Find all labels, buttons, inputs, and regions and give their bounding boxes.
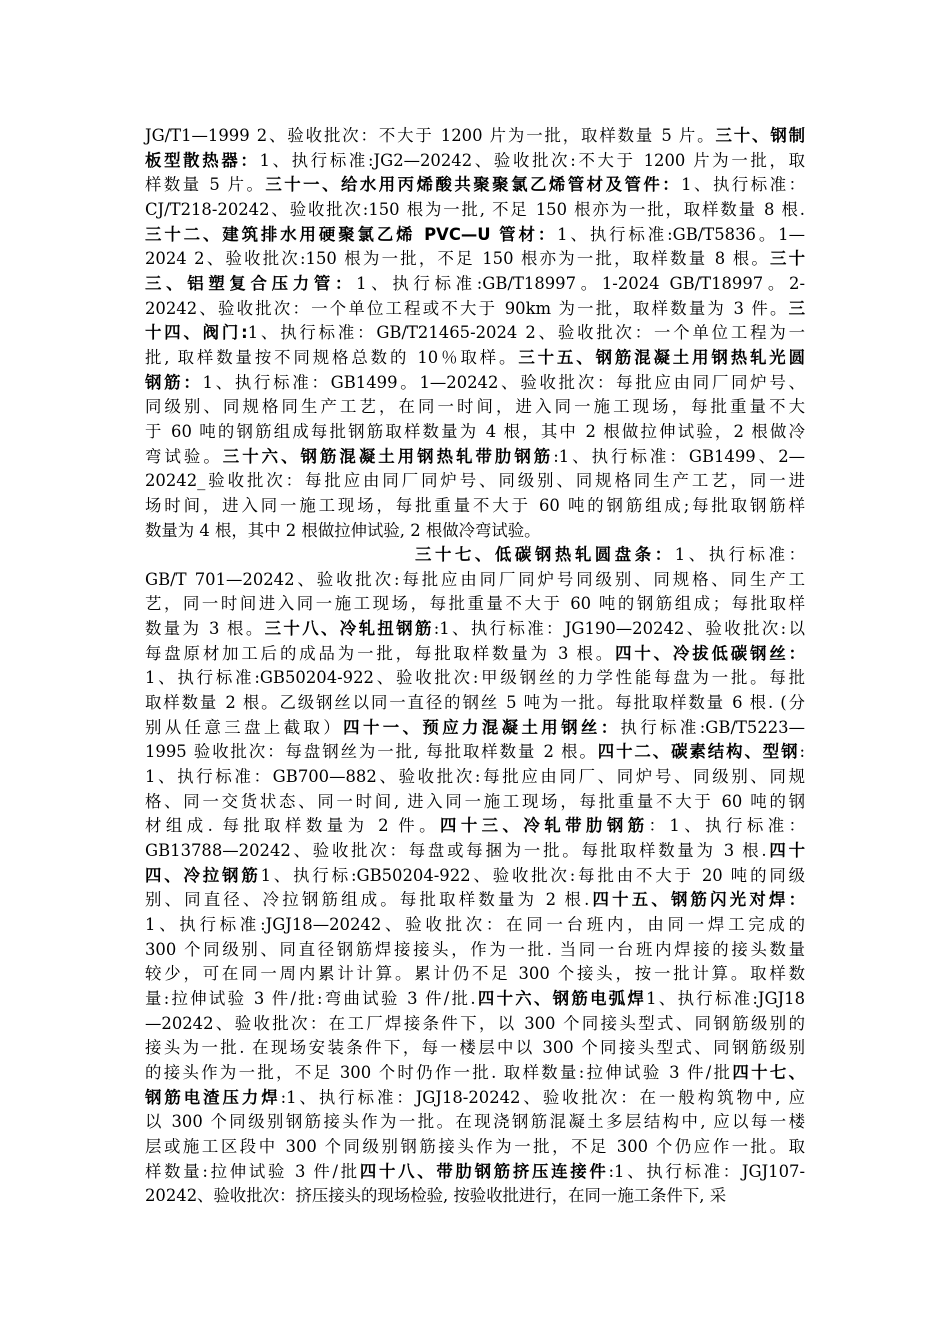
body-text: 别从任意三盘上截取）: [145, 717, 344, 737]
body-text: 1、执行标准:JGJ18—20242、验收批次：在同一台班内，由同一焊工完成的: [145, 915, 805, 934]
body-text: 样数量:拉伸试验 3 件/批: [145, 1161, 360, 1181]
body-text: 于 60 吨的钢筋组成每批钢筋取样数量为 4 根，其中 2 根做拉伸试验，2 根做冷: [145, 421, 805, 441]
text-line: [145, 1061, 805, 1086]
text-line: [145, 223, 805, 248]
section-heading: 四、冷拉钢筋: [145, 865, 261, 885]
body-text: 1、执行标准：GB/T21465-2024 2、验收批次：一个单位工程为一: [247, 323, 805, 343]
text-line: [145, 1184, 805, 1209]
text-line: [145, 1086, 805, 1111]
section-heading: 四十、冷拔低碳钢丝：: [615, 643, 805, 663]
section-heading: 钢筋电渣压力焊: [145, 1087, 281, 1107]
body-text: —20242、验收批次：在工厂焊接条件下，以 300 个同接头型式、同钢筋级别的: [145, 1013, 805, 1033]
text-line: [145, 1036, 805, 1061]
body-text: 1、执行标准：: [681, 175, 805, 195]
text-line: [145, 445, 805, 470]
section-heading: 三十七、低碳钢热轧圆盘条：: [415, 545, 675, 565]
body-text: 场时间，进入同一施工现场，每批重量不大于 60 吨的钢筋组成;每批取钢筋样: [145, 495, 805, 515]
body-text: 1、执行标准:GB/T5836。1—: [557, 224, 805, 244]
body-text: 格、同一交货状态、同一时间, 进入同一施工现场，每批重量不大于 60 吨的钢: [145, 791, 805, 811]
text-line: [145, 198, 805, 223]
text-line: [145, 1160, 805, 1185]
body-text: :1、执行标准：JGJ107-: [608, 1161, 805, 1181]
body-text: :: [799, 742, 805, 762]
section-heading: 三十二、建筑排水用硬聚氯乙烯 PVC—U 管材：: [145, 224, 558, 244]
section-heading: 四十二、碳素结构、型钢: [597, 742, 800, 762]
text-line: [145, 494, 805, 519]
section-heading: 板型散热器：: [145, 150, 260, 170]
text-line: [145, 666, 805, 691]
body-text: 量:拉伸试验 3 件/批:弯曲试验 3 件/批.: [145, 988, 476, 1008]
section-heading: 三十六、钢筋混凝土用钢热轧带肋钢筋: [222, 446, 554, 466]
body-text: 1、执行标准:GB/T18997。1-2024 GB/T18997。2-: [356, 273, 806, 293]
body-text: 1、执行标准：GB700—882、验收批次:每批应由同厂、同炉号、同级别、同规: [145, 767, 805, 787]
text-line: [145, 839, 805, 864]
text-line: [145, 790, 805, 815]
body-text: GB13788—20242、验收批次：每盘或每捆为一批。每批取样数量为 3 根.: [145, 841, 767, 861]
text-line: [145, 297, 805, 322]
text-line: [145, 543, 805, 568]
body-text: 1、执行标准:JGJ18: [646, 988, 806, 1008]
body-text: 弯试验。: [145, 446, 223, 466]
text-line: [145, 420, 805, 445]
text-line: [145, 987, 805, 1012]
section-heading: 四十三、冷轧带肋钢筋: [439, 816, 649, 836]
section-heading: 三、铝塑复合压力管：: [145, 273, 357, 293]
text-line: [145, 519, 805, 544]
text-line: [145, 1135, 805, 1160]
text-line: [145, 740, 805, 765]
text-line: [145, 247, 805, 272]
text-line: [145, 913, 805, 938]
section-heading: 三十五、钢筋混凝土用钢热轧光圆: [518, 347, 805, 367]
body-text: 1、执行标准:JG2—20242、验收批次:不大于 1200 片为一批，取: [259, 150, 805, 170]
body-text: 1、执行标:GB50204-922、验收批次:每批由不大于 20 吨的同级: [260, 865, 805, 885]
text-line: [145, 149, 805, 174]
body-text: 别、同直径、冷拉钢筋组成。每批取样数量为 2 根.: [145, 890, 590, 910]
text-line: [145, 765, 805, 790]
text-line: [145, 469, 805, 494]
text-line: [145, 1012, 805, 1037]
text-line: [145, 716, 805, 741]
section-heading: 四十五、钢筋闪光对焊：: [589, 890, 805, 910]
section-heading: 三十一、给水用丙烯酸共聚聚氯乙烯管材及管件：: [265, 175, 682, 195]
section-heading: 四十一、预应力混凝土用钢丝：: [343, 717, 621, 737]
section-heading: 三十、钢制: [715, 126, 805, 145]
body-text: :1、执行标准：GB1499、2—: [553, 446, 806, 466]
text-line: [145, 568, 805, 593]
section-heading: 四十八、带肋钢筋挤压连接件: [359, 1161, 609, 1181]
text-line: [145, 272, 805, 297]
text-line: [145, 962, 805, 987]
body-text: 接头为一批. 在现场安装条件下，每一楼层中以 300 个同接头型式、同钢筋级别: [145, 1038, 805, 1058]
body-text: 取样数量 2 根。乙级钢丝以同一直径的钢丝 5 吨为一批。每批取样数量 6 根. (分: [145, 693, 805, 713]
text-line: [145, 864, 805, 889]
body-text: 执行标准:GB/T5223—: [620, 717, 806, 737]
body-text: 以 300 个同级别钢筋接头作为一批。在现浇钢筋混凝土多层结构中, 应以每一楼: [145, 1112, 805, 1132]
section-heading: 十四、阀门:: [145, 323, 248, 343]
text-line: [145, 371, 805, 396]
body-text: 数量为 4 根，其中 2 根做拉伸试验, 2 根做冷弯试验。: [145, 520, 541, 540]
text-line: [145, 938, 805, 963]
body-text: 的接头作为一批，不足 300 个时仍作一批. 取样数量:拉伸试验 3 件/批: [145, 1062, 733, 1082]
section-heading: 三十: [769, 249, 806, 269]
body-text: 每盘原材加工后的成品为一批，每批取样数量为 3 根。: [145, 643, 616, 663]
body-text: 300 个同级别、同直径钢筋焊接接头，作为一批. 当同一台班内焊接的接头数量: [145, 939, 805, 959]
body-text: 样数量 5 片。: [145, 175, 266, 195]
text-line: [145, 814, 805, 839]
section-heading: 钢筋：: [145, 372, 203, 392]
body-text: CJ/T218-20242、验收批次:150 根为一批, 不足 150 根亦为一批，取样数量 8 根.: [145, 199, 805, 219]
body-text: 层或施工区段中 300 个同级别钢筋接头作为一批，不足 300 个仍应作一批。取: [145, 1136, 805, 1156]
text-line: [145, 1110, 805, 1135]
section-heading: 四十七、: [732, 1062, 805, 1082]
section-heading: 三十八、冷轧扭钢筋: [264, 619, 434, 639]
body-text: 数量为 3 根。: [145, 619, 265, 639]
text-line: [145, 691, 805, 716]
section-heading: 三: [788, 298, 805, 318]
text-line: [145, 888, 805, 913]
body-text: GB/T 701—20242、验收批次:每批应由同厂同炉号同级别、同规格、同生产工: [145, 569, 805, 589]
text-line: [145, 395, 805, 420]
body-text: 1995 验收批次：每盘钢丝为一批, 每批取样数量 2 根。: [145, 742, 598, 762]
body-text: 材组成. 每批取样数量为 2 件。: [145, 816, 440, 836]
body-text: 20242、验收批次：挤压接头的现场检验, 按验收批进行，在同一施工条件下, 采: [145, 1186, 727, 1206]
body-text: 同级别、同规格同生产工艺，在同一时间，进入同一施工现场，每批重量不大: [145, 397, 805, 417]
section-heading: 四十: [766, 841, 806, 861]
body-text: :1、执行标准：JG190—20242、验收批次:以: [433, 619, 805, 639]
body-text: 1、执行标准：GB1499。1—20242、验收批次：每批应由同厂同炉号、: [202, 372, 806, 392]
section-heading: 四十六、钢筋电弧焊: [475, 988, 647, 1008]
body-text: ：1、执行标准：: [648, 816, 805, 836]
body-text: 艺，同一时间进入同一施工现场，每批重量不大于 60 吨的钢筋组成；每批取样: [145, 594, 805, 614]
body-text: 较少，可在同一周内累计计算。累计仍不足 300 个接头，按一批计算。取样数: [145, 964, 805, 984]
body-text: 1、执行标准:GB50204-922、验收批次:甲级钢丝的力学性能每盘为一批。每批: [145, 668, 805, 688]
document-body: [145, 124, 805, 1209]
body-text: 1、执行标准：: [674, 545, 805, 565]
text-line: [145, 173, 805, 198]
body-text: JG/T1—1999 2、验收批次：不大于 1200 片为一批，取样数量 5 片。: [145, 126, 716, 145]
text-line: [145, 321, 805, 346]
body-text: 20242_验收批次：每批应由同厂同炉号、同级别、同规格同生产工艺，同一进: [145, 471, 805, 491]
text-line: [145, 642, 805, 667]
body-text: 2024 2、验收批次:150 根为一批，不足 150 根亦为一批，取样数量 8 根。: [145, 249, 770, 269]
text-line: [145, 124, 805, 149]
body-text: :1、执行标准：JGJ18-20242、验收批次：在一般构筑物中, 应: [280, 1087, 806, 1107]
text-line: [145, 346, 805, 371]
body-text: 批, 取样数量按不同规格总数的 10％取样。: [145, 347, 519, 367]
text-line: [145, 617, 805, 642]
body-text: 20242、验收批次：一个单位工程或不大于 90km 为一批，取样数量为 3 件。: [145, 298, 789, 318]
text-line: [145, 592, 805, 617]
